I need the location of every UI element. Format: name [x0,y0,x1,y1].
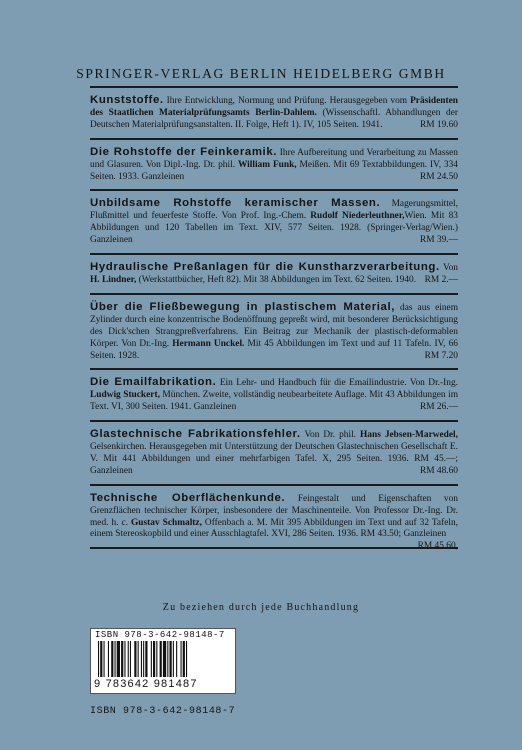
book-author: H. Lindner, [90,274,137,285]
book-price: RM 24.50 [419,171,458,182]
book-details: München. Zweite, vollständig neubearbeitete Auflage. Mit 43 Abbildungen im Text. VI, 300 Seiten. 1941. Ganzleinen [90,390,458,413]
book-title: Über die Fließbewegung in plastischem Material, [90,300,395,313]
barcode-bar [145,641,147,677]
barcode-bar [111,641,113,677]
barcode-bar [183,641,185,677]
book-author: William Funk, [237,159,297,170]
book-entry [90,140,458,190]
book-title: Unbildsame Rohstoffe keramischer Massen. [90,197,381,210]
barcode-bar [181,641,182,677]
barcode-digits: 9 783642 981487 [94,678,198,690]
book-entry [90,295,458,369]
book-details: Wien. Mit 83 Abbildungen und 120 Tabellen im Text. XIV, 577 Seiten. 1928. (Springer-Verlag/Wien.) Ganzleinen [90,211,458,246]
book-details: Mit 45 Abbildungen im Text und auf 11 Tafeln. IV, 66 Seiten. 1928. [90,338,458,361]
book-author: Rudolf Niederleuthner, [310,211,405,222]
barcode-isbn-text: ISBN 978-3-642-98148-7 [95,630,225,640]
book-author: Gustav Schmaltz, [130,517,202,528]
barcode-bar [100,641,102,677]
book-details: (Wissenschaftl. Abhandlungen der Deutschen Materialprüfungsanstalten. II. Folge, Heft 1). IV, 105 Seiten. 1941. [90,107,458,130]
book-details: Offenbach a. M. Mit 395 Abbildungen im Text und auf 32 Tafeln, einem Stereoskopbild und einer Ausschlagtafel. XVI, 286 Seiten. 1936. RM 43.50; Ganzleinen [90,517,458,540]
barcode-bar [167,641,168,677]
book-entry [90,88,458,138]
barcode-bar [128,641,129,677]
book-description: Von [439,263,458,274]
barcode-bar [163,641,166,677]
barcode-bar [160,641,162,677]
book-description: Von Dr. phil. [300,430,361,441]
barcode-bar [104,641,105,677]
book-details: Gelsenkirchen. Herausgegeben mit Unterstützung der Deutschen Glastechnischen Gesellschaft E. V. Mit 441 Abbildungen und einer mehrfarbigen Tafel. X, 295 Seiten. 1936. RM 45.—; Ganzleinen [90,442,458,476]
book-title: Die Emailfabrikation. [90,376,217,389]
book-title: Glastechnische Fabrikationsfehler. [90,428,301,441]
barcode-bar [124,641,125,677]
book-description: Ihre Entwicklung, Normung und Prüfung. Herausgegeben vom [163,96,411,106]
divider [90,547,458,549]
book-price: RM 19.60 [419,119,458,130]
book-details: (Werkstattbücher, Heft 82). Mit 38 Abbildungen im Text. 62 Seiten. 1940. [136,274,417,285]
barcode-bar [153,641,155,677]
book-author: Ludwig Stuckert, [90,390,160,401]
book-entry [90,191,458,253]
book-title: Die Rohstoffe der Feinkeramik. [90,145,278,158]
book-description: Ein Lehr- und Handbuch für die Emailindustrie. Von Dr.-Ing. [216,378,458,389]
book-title: Kunststoffe. [90,94,164,106]
book-price: RM 48.60 [419,465,458,476]
barcode-bar [117,641,120,677]
book-description: das aus einem Zylinder durch eine konzentrische Bodenöffnung gepreßt wird, mit besonderer Berücksichtigung des Dick'schen Strangpreßverfahrens. Ein Beitrag zur Mechanik der plastisch-deformablen Körper. Von Dr.-Ing. [90,302,458,349]
book-author: Hermann Unckel. [172,338,245,349]
book-price: RM 2.— [424,274,458,285]
book-entry [90,486,458,552]
barcode-bar [156,641,157,677]
barcode-bar [151,641,152,677]
book-title: Technische Oberflächenkunde. [90,491,286,504]
barcode-bar [121,641,123,677]
book-author: Hans Jebsen-Marwedel, [360,430,458,441]
book-entry [90,370,458,420]
barcode-bar [170,641,172,677]
barcode-bar [115,641,116,677]
book-description: Feingestalt und Eigenschaften von Grenzflächen technischer Körper, insbesondere der Maschinenteile. Von Professor Dr.-Ing. Dr. med. h. c. [90,493,458,528]
barcode-bar [98,641,99,677]
book-price: RM 7.20 [424,350,458,361]
isbn-number: ISBN 978-3-642-98148-7 [90,706,236,717]
availability-note: Zu beziehen durch jede Buchhandlung [162,602,360,613]
book-details: Meißen. Mit 69 Textabbildungen. IV, 334 Seiten. 1933. Ganzleinen [90,159,458,182]
barcode-bar [141,641,142,677]
barcode-icon [96,641,230,677]
book-list [90,86,458,553]
book-description: Ihre Aufbereitung und Verarbeitung zu Massen und Glasuren. Von Dipl.-Ing. Dr. phil. [90,147,458,170]
book-title: Hydraulische Preßanlagen für die Kunstharzverarbeitung. [90,261,440,274]
barcode-bar [173,641,174,677]
barcode-bar [143,641,144,677]
barcode-bar [186,641,187,677]
book-description: Magerungsmittel, Flußmittel und feuerfeste Stoffe. Von Prof. Ing.-Chem. [90,199,458,222]
barcode-bar [176,641,177,677]
book-price: RM 39.— [419,235,458,246]
book-entry [90,422,458,484]
barcode-bar [108,641,109,677]
book-entry [90,255,458,293]
barcode-bar [138,641,139,677]
publisher-header: SPRINGER-VERLAG BERLIN HEIDELBERG GMBH [76,66,446,81]
book-price: RM 26.— [419,402,458,413]
barcode-label [90,628,236,694]
book-author: Präsidenten des Staatlichen Materialprüfungsamts Berlin-Dahlem. [90,96,458,118]
book-price: RM 45.60, [417,541,458,552]
barcode-bar [134,641,136,677]
barcode-bar [130,641,131,677]
